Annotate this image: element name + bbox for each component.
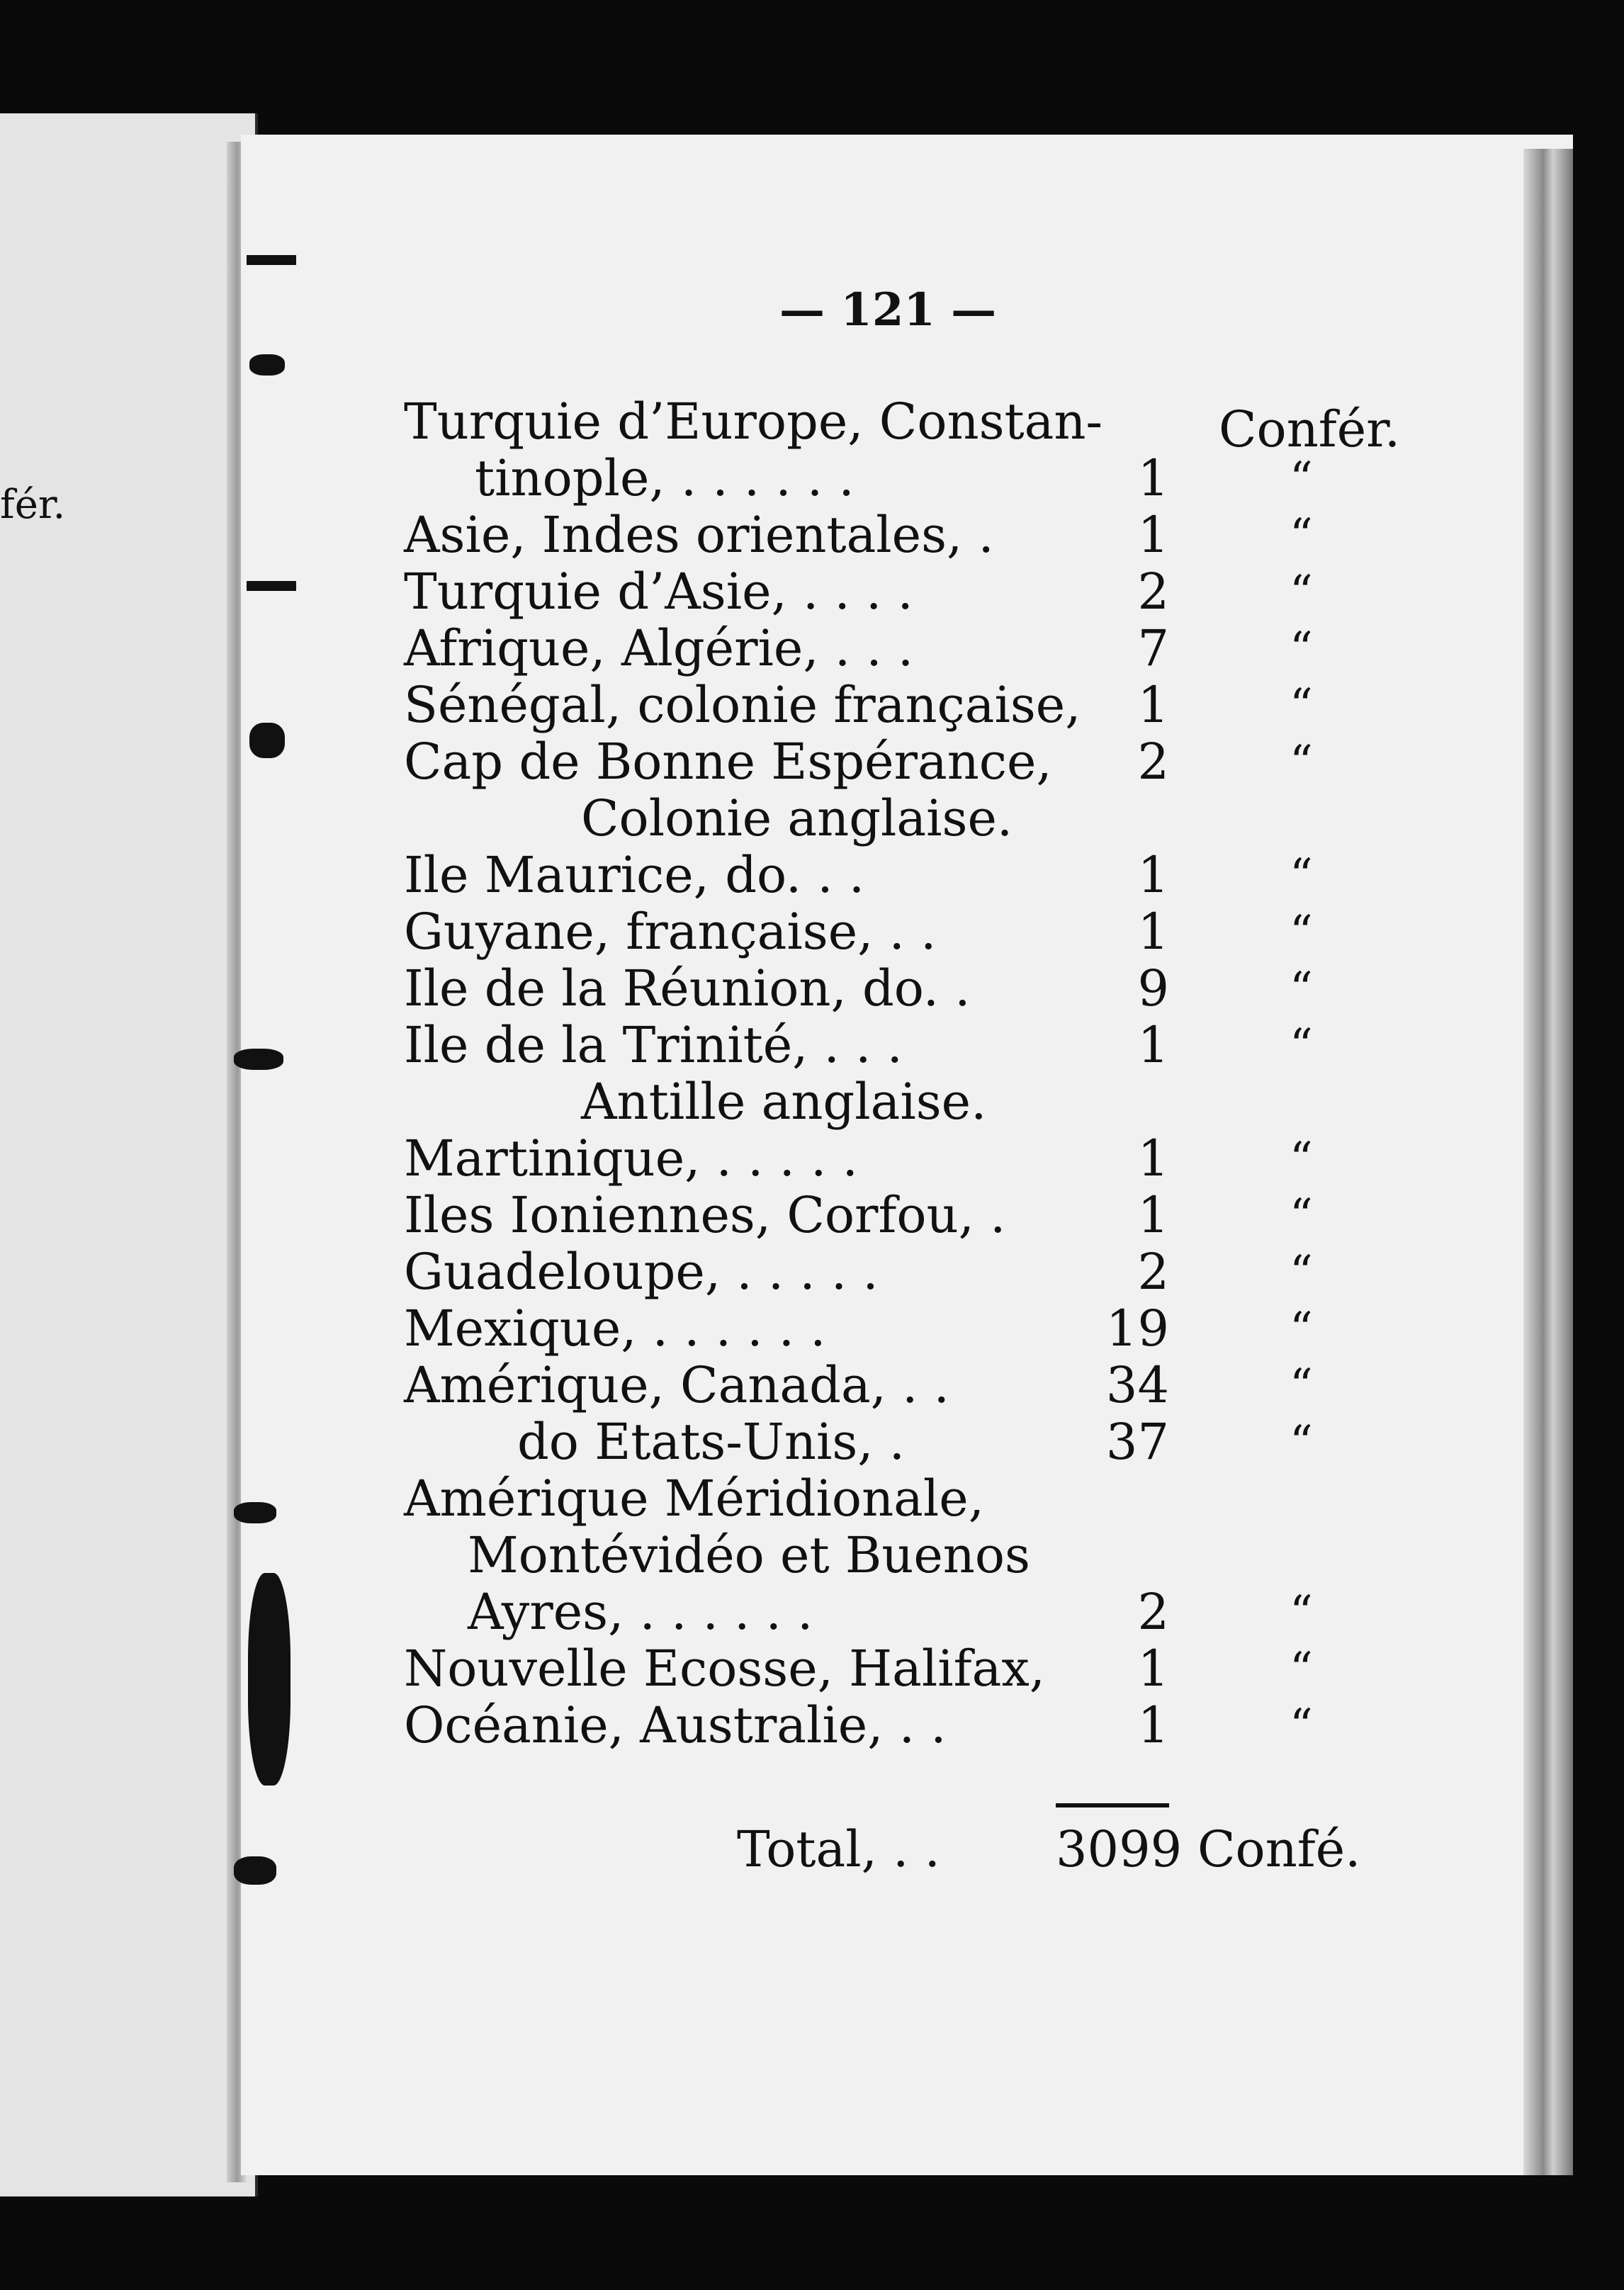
binding-mark [234, 1856, 276, 1885]
total-unit: Confé. [1197, 1820, 1361, 1878]
page-edge [1523, 149, 1573, 2175]
binding-mark [249, 723, 285, 758]
table-row-value: 9 [1137, 959, 1169, 1017]
ditto-mark: “ [1290, 963, 1313, 1015]
binding-mark [234, 1049, 283, 1070]
table-row-value: 1 [1137, 676, 1169, 734]
table-row-value: 2 [1137, 1243, 1169, 1301]
table-row-label: Guadeloupe, . . . . . [404, 1243, 879, 1301]
ditto-mark: “ [1290, 736, 1313, 789]
table-row-label: Iles Ioniennes, Corfou, . [404, 1186, 1006, 1244]
table-row-label: Cap de Bonne Espérance, [404, 733, 1052, 791]
binding-mark [249, 354, 285, 376]
page-number: — 121 — [779, 283, 997, 337]
binding-stitch [247, 581, 296, 591]
table-row-label: Sénégal, colonie française, [404, 676, 1081, 734]
table-row-label: Ile Maurice, do. . . [404, 846, 865, 904]
table-row-value: 1 [1137, 903, 1169, 961]
ditto-mark: “ [1290, 906, 1313, 959]
table-row-value: 2 [1137, 733, 1169, 791]
table-row-value: 1 [1137, 1016, 1169, 1074]
table-row-value: 37 [1105, 1413, 1169, 1471]
ditto-mark: “ [1290, 1416, 1313, 1469]
table-row-label: Turquie d’Europe, Constan- [404, 393, 1103, 451]
table-row-label: Afrique, Algérie, . . . [404, 619, 914, 677]
table-row-label: Guyane, française, . . [404, 903, 937, 961]
ditto-mark: “ [1290, 1246, 1313, 1299]
ditto-mark: “ [1290, 1586, 1313, 1639]
total-rule [1056, 1803, 1169, 1807]
ditto-mark: “ [1290, 509, 1313, 562]
binding-mark [234, 1502, 276, 1523]
table-row-label: Amérique, Canada, . . [404, 1356, 949, 1414]
table-row-label: Océanie, Australie, . . [404, 1696, 947, 1754]
left-page [0, 113, 258, 2196]
table-row-label: Montévidéo et Buenos [468, 1526, 1030, 1584]
table-row-label: do Etats-Unis, . [517, 1413, 906, 1471]
table-row-value: 1 [1137, 1696, 1169, 1754]
table-row-label: Ile de la Trinité, . . . [404, 1016, 903, 1074]
table-row-value: 1 [1137, 846, 1169, 904]
ditto-mark: “ [1290, 1020, 1313, 1072]
table-row-label: Martinique, . . . . . [404, 1129, 858, 1188]
table-row-value: 19 [1105, 1299, 1169, 1358]
ditto-mark: “ [1290, 850, 1313, 902]
ditto-mark: “ [1290, 453, 1313, 505]
ditto-mark: “ [1290, 1190, 1313, 1242]
table-row-value: 1 [1137, 1129, 1169, 1188]
table-row-value: 1 [1137, 1186, 1169, 1244]
table-row-label: Turquie d’Asie, . . . . [404, 563, 913, 621]
table-row-value: 1 [1137, 449, 1169, 507]
ditto-mark: “ [1290, 623, 1313, 675]
ditto-mark: “ [1290, 1643, 1313, 1696]
table-row-label: Antille anglaise. [581, 1073, 987, 1131]
ditto-mark: “ [1290, 1303, 1313, 1355]
ditto-mark: “ [1290, 1700, 1313, 1752]
ditto-mark: “ [1290, 1360, 1313, 1412]
table-row-label: Ile de la Réunion, do. . [404, 959, 971, 1017]
table-row-label: Mexique, . . . . . . [404, 1299, 826, 1358]
table-row-value: 7 [1137, 619, 1169, 677]
ditto-mark: “ [1290, 679, 1313, 732]
ditto-mark: “ [1290, 566, 1313, 619]
table-row-label: Asie, Indes orientales, . [404, 506, 994, 564]
left-page-fragment: fér. [0, 482, 66, 528]
table-row-label: Colonie anglaise. [581, 789, 1013, 847]
column-header: Confér. [1219, 400, 1401, 458]
table-row-label: tinople, . . . . . . [475, 449, 855, 507]
table-row-value: 1 [1137, 1640, 1169, 1698]
table-row-value: 1 [1137, 506, 1169, 564]
table-row-label: Amérique Méridionale, [404, 1470, 984, 1528]
table-row-value: 34 [1105, 1356, 1169, 1414]
table-row-value: 2 [1137, 563, 1169, 621]
total-label: Total, . . [737, 1820, 940, 1878]
binding-tear [248, 1573, 291, 1786]
total-value: 3099 [1056, 1820, 1183, 1878]
table-row-value: 2 [1137, 1583, 1169, 1641]
table-row-label: Nouvelle Ecosse, Halifax, [404, 1640, 1046, 1698]
ditto-mark: “ [1290, 1133, 1313, 1185]
table-row-label: Ayres, . . . . . . [468, 1583, 813, 1641]
binding-stitch [247, 255, 296, 265]
